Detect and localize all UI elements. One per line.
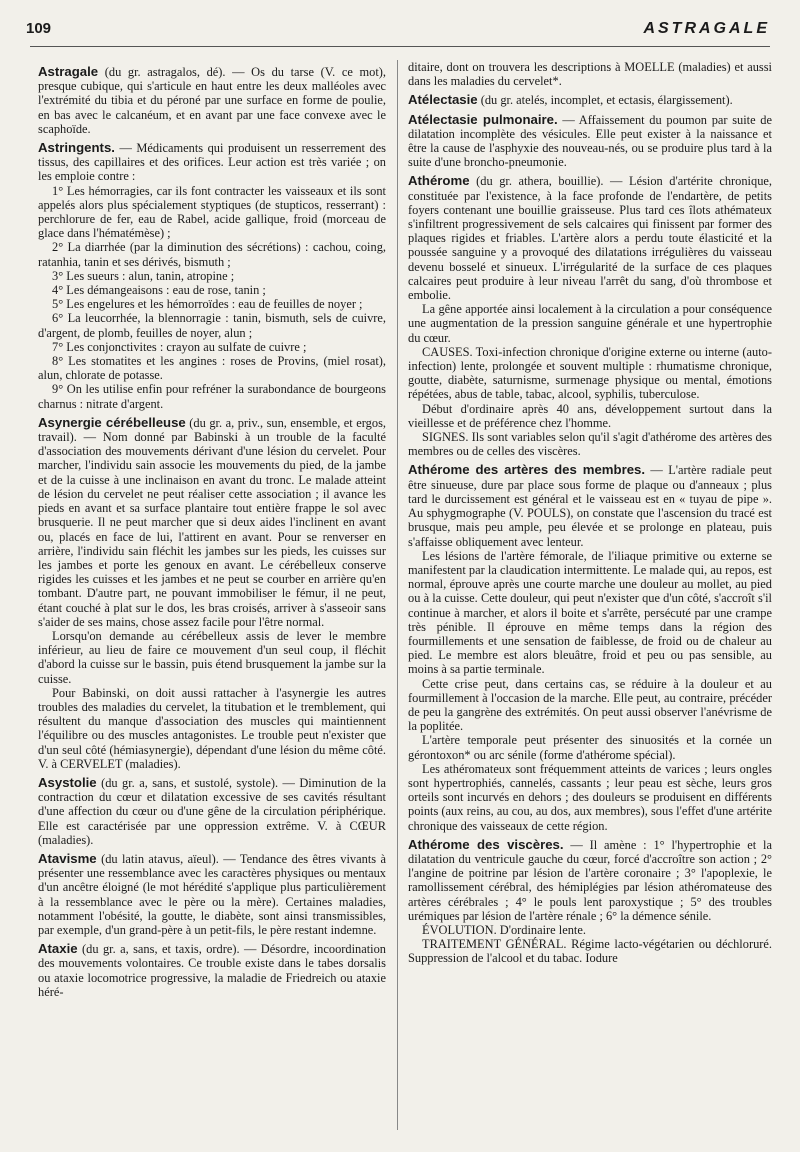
entry-headword: Atavisme	[38, 850, 97, 866]
paragraph: 6° La leucorrhée, la blennorragie : tanin, bismuth, sels de cuivre, d'argent, de plomb, feuilles de noyer, alun ;	[38, 311, 386, 340]
paragraph: Pour Babinski, on doit aussi rattacher à l'asynergie les autres troubles des maladies du cervelet, la titubation et le tremblement, qui résultent du manque d'association des muscles qui maintiennent l'équilibre ou des muscles antagonistes. Le trouble peut n'exister que d'un seul côté (hémiasynergie), dépendant d'une lésion du même côté. V. à CERVELET (maladies).	[38, 685, 386, 771]
paragraph: Les lésions de l'artère fémorale, de l'iliaque primitive ou externe se manifestent par la claudication intermittente. Le malade qui, au repos, est normal, éprouve après une courte marche une douleur au mollet, au pied ou à la cuisse. Cette douleur, qui peut n'exister que d'un côté, s'accroît s'il continue à marcher, et alors il boite et s'arrête, persécuté par une crampe très pénible. Il éprouve en même temps dans la région des fourmillements et une sensation de faiblesse, de froid ou de chaleur au pied. Le membre est alors bleuâtre, froid et peu ou pas sensible, au moins à sa partie terminale.	[408, 548, 772, 677]
paragraph: Lorsqu'on demande au cérébelleux assis de lever le membre inférieur, au lieu de faire ce mouvement d'un seul coup, il fléchit d'abord la cuisse sur le bassin, puis étend brusquement la jambe sur la cuisse.	[38, 628, 386, 686]
entry-definition: (du latin atavus, aïeul). — Tendance des êtres vivants à présenter une ressemblance avec les caractères physiques ou mentaux d'un ancêtre éloigné (le mot hérédité s'applique plus particulièrement à la ressemblance avec le père ou la mère). Certaines maladies, notamment l'obésité, la goutte, le diabète, sont ainsi transmissibles, par exemple, d'un grand-père à un petit-fils, le père restant indemne.	[38, 851, 386, 937]
dictionary-entry	[38, 141, 386, 184]
column-divider	[397, 60, 398, 1130]
dictionary-entry	[38, 776, 386, 847]
entry-headword: Athérome des viscères.	[408, 836, 564, 852]
header-rule	[30, 46, 770, 47]
running-head: ASTRAGALE	[643, 20, 770, 37]
entry-definition: — Affaissement du poumon par suite de dilatation incomplète des vésicules. Elle peut exister à la naissance et être la cause de l'asphyxie des nouveau-nés, ou se produire plus tard à la suite d'une broncho-pneumonie.	[408, 112, 772, 170]
dictionary-entry	[38, 852, 386, 937]
dictionary-entry	[408, 838, 772, 923]
paragraph: ÉVOLUTION. D'ordinaire lente.	[422, 922, 586, 937]
paragraph: 3° Les sueurs : alun, tanin, atropine ;	[52, 268, 235, 283]
entry-definition: (du gr. atelés, incomplet, et ectasis, élargissement).	[477, 93, 733, 108]
paragraph: 9° On les utilise enfin pour refréner la surabondance de bourgeons charnus : nitrate d'argent.	[38, 382, 386, 411]
paragraph: Cette crise peut, dans certains cas, se réduire à la douleur et au fourmillement à l'occasion de la marche. Elle peut, au contraire, précéder de peu la gangrène des extrémités. On peut aussi observer l'anévrisme de la poplitée.	[408, 676, 772, 734]
entry-headword: Atélectasie pulmonaire.	[408, 111, 558, 127]
entry-headword: Athérome	[408, 173, 470, 189]
entry-headword: Atélectasie	[408, 92, 478, 108]
entry-definition: (du gr. athera, bouillie). — Lésion d'artérite chronique, constituée par l'existence, à la face profonde de l'endartère, de petits foyers contenant une bouillie graisseuse. Plus tard ces îlots athémateux s'infiltrent progressivement de sels calcaires qui finissent par former des plaques rigides et friables. L'artère alors a perdu toute élasticité et la poussée sanguine y a provoqué des dilatations irrégulières du vaisseau devenu bosselé et sinueux. L'irrégularité de la surface de ces plaques calcaires peut produire à leur niveau l'arrêt du sang, d'où thrombose et embolie.	[408, 174, 772, 303]
dictionary-entry	[408, 174, 772, 302]
paragraph: 7° Les conjonctivites : crayon au sulfate de cuivre ;	[52, 339, 307, 354]
entry-headword: Asynergie cérébelleuse	[38, 414, 186, 430]
entry-definition: (du gr. a, priv., sun, ensemble, et ergos, travail). — Nom donné par Babinski à un trouble de la faculté d'association des mouvements dérivant d'une lésion du cervelet. Pour marcher, l'individu sain associe les mouvements du pied, de la jambe et de la cuisse à une inclinaison en avant du tronc. Le malade atteint de lésion du cervelet ne peut réaliser cette association ; il avance les pieds en avant et sa surface plantaire tout entière frappe le sol avec brusquerie. Il ne peut marcher que si deux aides l'inclinent en avant ou, placés en face de lui, l'attirent en avant. Pour se renverser en arrière, l'individu sain fléchit les jambes sur les pieds, les cuisses sur les jambes et porte les genoux en avant. Le cérébelleux conserve rigides les cuisses et les jambes et ne peut se courber en arrière qu'en tombant. D'autre part, ne pouvant immobiliser le fémur, il ne peut, étant couché à plat sur le dos, les bras croisés, arriver à s'asseoir sans s'aider de ses mains, chose assez facile pour l'être normal.	[38, 415, 386, 629]
paragraph: 8° Les stomatites et les angines : roses de Provins, (miel rosat), alun, chlorate de potasse.	[38, 354, 386, 383]
paragraph: 1° Les hémorragies, car ils font contracter les vaisseaux et ils sont appelés alors plus spécialement styptiques (de stupticos, resserrant) : perchlorure de fer, eau de Rabel, acide gallique, froid (morceau de glace dans l'hématémèse) ;	[38, 183, 386, 241]
entry-headword: Ataxie	[38, 941, 78, 957]
entry-headword: Athérome des artères des membres.	[408, 462, 646, 478]
paragraph: SIGNES. Ils sont variables selon qu'il s'agit d'athérome des artères des membres ou de celles des viscères.	[408, 430, 772, 459]
entry-definition: — Médicaments qui produisent un resserrement des tissus, des capillaires et des orifices. Leur action est très variée ; on les emploie contre :	[38, 141, 386, 184]
entry-definition: (du gr. a, sans, et sustolé, systole). — Diminution de la contraction du cœur et dilatation excessive de ses cavités résultant d'une affection du cœur ou d'une gêne de la circulation périphérique. Elle est caractérisée par une oppression extrême. V. à CŒUR (maladies).	[38, 775, 386, 847]
paragraph: 5° Les engelures et les hémorroïdes : eau de feuilles de noyer ;	[52, 297, 363, 312]
entry-definition: (du gr. a, sans, et taxis, ordre). — Désordre, incoordination des mouvements volontaires. Ce trouble existe dans le tabes dorsalis ou ataxie locomotrice progressive, la maladie de Friedreich ou ataxie héré-	[38, 942, 386, 999]
dictionary-entry	[38, 942, 386, 999]
paragraph: L'artère temporale peut présenter des sinuosités et la cornée un gérontoxon* ou arc sénile (forme d'athérome spécial).	[408, 733, 772, 762]
paragraph: Les athéromateux sont fréquemment atteints de varices ; leurs ongles sont hypertrophiés, cannelés, cassants ; leur peau est sèche, leurs gros orteils sont incurvés en dehors ; des douleurs se produisent en différents points (aux reins, au cou, au dos, aux membres), sous l'effet d'une artérite chronique des vaisseaux de cette région.	[408, 761, 772, 833]
paragraph: 2° La diarrhée (par la diminution des sécrétions) : cachou, coing, ratanhia, tanin et ses dérivés, bismuth ;	[38, 240, 386, 269]
paragraph: TRAITEMENT GÉNÉRAL. Régime lacto-végétarien ou déchloruré. Suppression de l'alcool et du tabac. Iodure	[408, 937, 772, 966]
page-header	[26, 20, 770, 42]
paragraph: Début d'ordinaire après 40 ans, développement surtout dans la vieillesse et de préférence chez l'homme.	[408, 401, 772, 430]
dictionary-entry	[408, 113, 772, 170]
entry-definition: — Il amène : 1° l'hypertrophie et la dilatation du ventricule gauche du cœur, forcé d'accroître son action ; 2° l'angine de poitrine par lésion de l'artère coronaire ; 3° l'apoplexie, le ramollissement cérébral, des hémiplégies par lésion athéromateuse des artères cérébrales ; 4° le pouls lent paroxystique ; 5° des troubles urémiques par lésion de l'artère rénale ; 6° la démence sénile.	[408, 837, 772, 923]
paragraph: La gêne apportée ainsi localement à la circulation a pour conséquence une augmentation de la pression sanguine générale et une hypertrophie du cœur.	[408, 302, 772, 345]
entry-headword: Astringents.	[38, 140, 115, 156]
entry-headword: Astragale	[38, 64, 99, 79]
paragraph: CAUSES. Toxi-infection chronique d'origine externe ou interne (auto-infection) lente, prolongée et souvent multiple : rhumatisme chronique, goutte, diabète, saturnisme, surmenage physique ou mental, émotions répétées, abus de table, tabac, alcool, syphilis, tuberculose.	[408, 344, 772, 402]
page-number: 109	[26, 20, 52, 37]
paragraph: 4° Les démangeaisons : eau de rose, tanin ;	[52, 283, 266, 298]
entry-definition: (du gr. astragalos, dé). — Os du tarse (V. ce mot), presque cubique, qui s'articule en haut entre les deux malléoles avec l'extrémité du tibia et du péroné par une surface en forme de poulie, en bas avec le calcanéum, et en avant par une face convexe avec le scaphoïde.	[38, 65, 386, 136]
dictionary-entry	[408, 463, 772, 548]
left-column	[38, 60, 386, 1146]
entry-headword: Asystolie	[38, 774, 97, 790]
right-column	[408, 60, 772, 1146]
dictionary-entry	[408, 93, 772, 107]
dictionary-entry	[38, 65, 386, 136]
paragraph: ditaire, dont on trouvera les descriptions à MOELLE (maladies) et aussi dans les maladies du cervelet*.	[408, 60, 772, 89]
dictionary-entry	[38, 416, 386, 629]
entry-definition: — L'artère radiale peut être sinueuse, dure par place sous forme de plaque ou d'anneaux ; plus tard le durcissement est général et le vaisseau est en « tuyau de pipe ». Au sphygmographe (V. POULS), on constate que l'ascension du tracé est brusque, mais peu ample, peu élevée et se prolonge en plateau, puis s'affaisse obliquement avec lenteur.	[408, 463, 772, 549]
